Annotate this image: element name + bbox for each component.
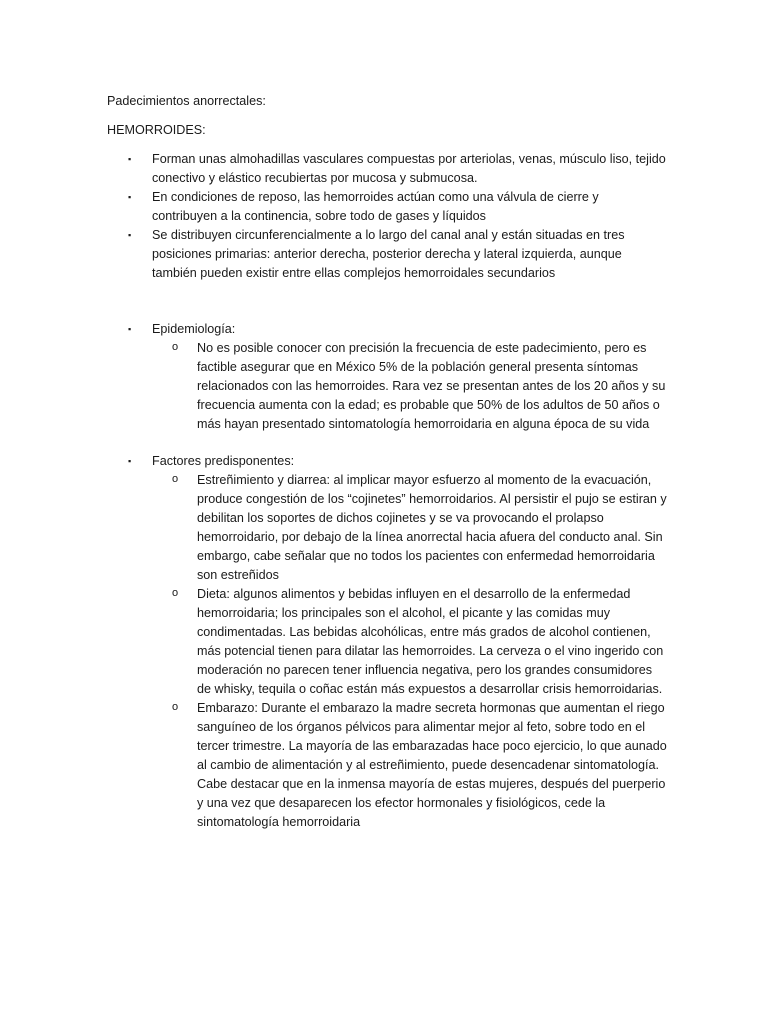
list-item — [152, 471, 667, 585]
circle-bullet-icon: o — [172, 473, 179, 485]
sub-bullet-text: Dieta: algunos alimentos y bebidas influyen en el desarrollo de la enfermedad hemorroidaria; los principales son el alcohol, el picante y las comidas muy condimentadas. Las bebidas alcohólicas, entre más grados de alcohol contienen, más potencial tienen para dilatar las hemorroides. La cerveza o el vino ingerido con moderación no parecen tener influencia negativa, pero los grandes consumidores de whisky, tequila o coñac están más expuestos a desarrollar crisis hemorroidarias. — [197, 587, 664, 696]
list-item — [107, 150, 667, 188]
list-item — [107, 226, 667, 283]
sub-bullet-text: Estreñimiento y diarrea: al implicar mayor esfuerzo al momento de la evacuación, produce congestión de los “cojinetes” hemorroidarios. Al persistir el pujo se estiran y debilitan los soportes de dichos cojinetes y se va provocando el prolapso hemorroidario, por debajo de la línea anorrectal hacia afuera del conducto anal. Sin embargo, cabe señalar que no todos los pacientes con enfermedad hemorroidaria son estreñidos — [197, 473, 667, 582]
list-item — [107, 452, 667, 832]
factors-list — [107, 452, 667, 832]
list-item — [152, 339, 667, 434]
list-item — [152, 585, 667, 699]
square-bullet-icon: ▪ — [128, 324, 132, 334]
circle-bullet-icon: o — [172, 341, 179, 353]
epidemiology-list — [107, 320, 667, 434]
document-title: Padecimientos anorrectales: — [107, 94, 266, 108]
intro-bullet-list — [107, 150, 667, 283]
square-bullet-icon: ▪ — [128, 154, 132, 164]
bullet-text: En condiciones de reposo, las hemorroides actúan como una válvula de cierre y contribuyen a la continencia, sobre todo de gases y líquidos — [152, 190, 599, 223]
bullet-text: Se distribuyen circunferencialmente a lo largo del canal anal y están situadas en tres posiciones primarias: anterior derecha, posterior derecha y lateral izquierda, aunque también pueden existir entre ellas complejos hemorroidales secundarios — [152, 228, 625, 280]
square-bullet-icon: ▪ — [128, 230, 132, 240]
sub-bullet-text: No es posible conocer con precisión la frecuencia de este padecimiento, pero es factible asegurar que en México 5% de la población general presenta síntomas relacionados con las hemorroides. Rara vez se presentan antes de los 20 años y su frecuencia aumenta con la edad; es probable que 50% de los adultos de 50 años o más hayan presentado sintomatología hemorroidaria en alguna época de su vida — [197, 341, 666, 431]
epidemiology-label: Epidemiología: — [152, 322, 236, 336]
list-item — [107, 188, 667, 226]
bullet-text: Forman unas almohadillas vasculares compuestas por arteriolas, venas, músculo liso, tejido conectivo y elástico recubiertas por mucosa y submucosa. — [152, 152, 666, 185]
section-heading: HEMORROIDES: — [107, 123, 206, 137]
list-item — [107, 320, 667, 434]
circle-bullet-icon: o — [172, 587, 179, 599]
factors-sub-list — [152, 471, 667, 832]
square-bullet-icon: ▪ — [128, 192, 132, 202]
circle-bullet-icon: o — [172, 701, 179, 713]
sub-bullet-text: Embarazo: Durante el embarazo la madre secreta hormonas que aumentan el riego sanguíneo de los órganos pélvicos para alimentar mejor al feto, sobre todo en el tercer trimestre. La mayoría de las embarazadas hace poco ejercicio, lo que aunado al cambio de alimentación y al estreñimiento, puede desencadenar sintomatología. Cabe destacar que en la inmensa mayoría de estas mujeres, después del puerperio y una vez que desaparecen los efector hormonales y fisiológicos, cede la sintomatología hemorroidaria — [197, 701, 667, 829]
epidemiology-sub-list — [152, 339, 667, 434]
factors-label: Factores predisponentes: — [152, 454, 295, 468]
square-bullet-icon: ▪ — [128, 456, 132, 466]
list-item — [152, 699, 667, 832]
